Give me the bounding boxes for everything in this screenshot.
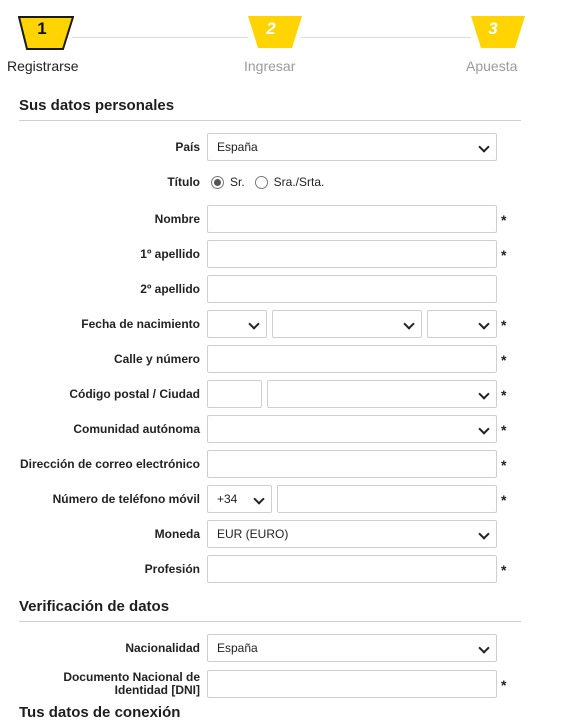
currency-select[interactable]: EUR (EURO) [207, 520, 497, 548]
nationality-select[interactable]: España [207, 634, 497, 662]
step-2-number: 2 [266, 19, 276, 38]
dni-input[interactable] [207, 670, 497, 698]
email-label: Dirección de correo electrónico [19, 457, 200, 471]
step-3-label: Apuesta [466, 58, 518, 74]
surname-1-input[interactable] [207, 240, 497, 268]
email-row [0, 450, 575, 478]
postal-code-input[interactable] [207, 380, 262, 408]
nationality-row [0, 634, 575, 662]
street-input[interactable] [207, 345, 497, 373]
step-1-number: 1 [37, 19, 47, 38]
section-divider [19, 120, 521, 121]
nationality-label: Nacionalidad [125, 641, 200, 655]
title-row [0, 168, 575, 196]
personal-data-heading: Sus datos personales [19, 97, 175, 114]
required-marker: * [501, 352, 507, 368]
required-marker: * [501, 387, 507, 403]
surname-2-label: 2º apellido [140, 282, 200, 296]
profession-row [0, 555, 575, 583]
title-label: Título [167, 175, 200, 189]
currency-label: Moneda [154, 527, 200, 541]
title-option-sra-label: Sra./Srta. [273, 175, 325, 189]
step-connector [72, 37, 248, 38]
surname-1-row [0, 240, 575, 268]
verification-heading: Verificación de datos [19, 598, 170, 615]
phone-label: Número de teléfono móvil [52, 492, 200, 506]
step-3-badge [471, 16, 525, 50]
street-label: Calle y número [113, 352, 200, 366]
country-label: País [175, 140, 200, 154]
required-marker: * [501, 677, 507, 693]
profession-label: Profesión [144, 562, 200, 576]
required-marker: * [501, 317, 507, 333]
step-1-label: Registrarse [7, 58, 79, 74]
email-input[interactable] [207, 450, 497, 478]
surname-2-row [0, 275, 575, 303]
required-marker: * [501, 247, 507, 263]
required-marker: * [501, 562, 507, 578]
required-marker: * [501, 457, 507, 473]
phone-prefix-select[interactable]: +34 [207, 485, 272, 513]
postal-city-label: Código postal / Ciudad [69, 387, 200, 401]
currency-row [0, 520, 575, 548]
first-name-input[interactable] [207, 205, 497, 233]
title-radio-sra[interactable] [255, 176, 268, 189]
region-row [0, 415, 575, 443]
postal-city-row [0, 380, 575, 408]
connection-heading: Tus datos de conexión [19, 704, 181, 720]
street-row [0, 345, 575, 373]
step-3-number: 3 [488, 19, 498, 38]
title-radio-sr[interactable] [211, 176, 224, 189]
first-name-label: Nombre [154, 212, 200, 226]
required-marker: * [501, 212, 507, 228]
phone-input[interactable] [277, 485, 497, 513]
title-option-sr-label: Sr. [230, 175, 245, 189]
birth-year-select[interactable] [427, 310, 497, 338]
title-radio-group [211, 168, 334, 196]
required-marker: * [501, 492, 507, 508]
birth-day-select[interactable] [207, 310, 267, 338]
section-divider [19, 621, 521, 622]
dni-row [0, 670, 575, 698]
dni-label-line-2: Identidad [DNI] [114, 683, 200, 697]
city-select[interactable] [267, 380, 497, 408]
required-marker: * [501, 422, 507, 438]
birthdate-label: Fecha de nacimiento [81, 317, 200, 331]
step-2-badge [248, 16, 302, 50]
profession-input[interactable] [207, 555, 497, 583]
birth-month-select[interactable] [272, 310, 422, 338]
birthdate-row [0, 310, 575, 338]
step-1-badge [18, 16, 72, 50]
registration-stepper [0, 0, 575, 80]
step-connector [301, 37, 471, 38]
country-select[interactable]: España [207, 133, 497, 161]
dni-label-line-1: Documento Nacional de [63, 670, 200, 684]
surname-1-label: 1º apellido [140, 247, 200, 261]
surname-2-input[interactable] [207, 275, 497, 303]
phone-row [0, 485, 575, 513]
country-row [0, 133, 575, 161]
first-name-row [0, 205, 575, 233]
region-label: Comunidad autónoma [73, 422, 200, 436]
region-select[interactable] [207, 415, 497, 443]
step-2-label: Ingresar [244, 58, 296, 74]
dni-label [63, 671, 200, 697]
